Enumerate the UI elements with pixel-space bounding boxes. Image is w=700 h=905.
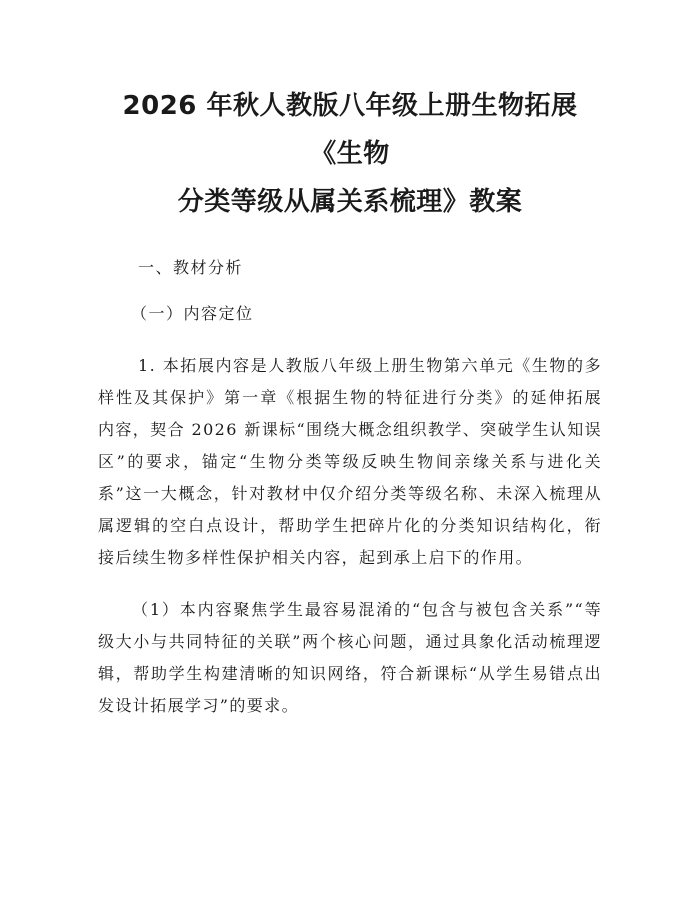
body-paragraph-1: 1. 本拓展内容是人教版八年级上册生物第六单元《生物的多样性及其保护》第一章《根据生物的特征进行分类》的延伸拓展内容，契合 2026 新课标“围绕大概念组织教学、突破学生认知误区”的要求，锚定“生物分类等级反映生物间亲缘关系与进化关系”这一大概念，针对教材中仅介绍分类等级名称、未深入梳理从属逻辑的空白点设计，帮助学生把碎片化的分类知识结构化，衔接后续生物多样性保护相关内容，起到承上启下的作用。 [98, 356, 602, 567]
title-line-1: 2026 年秋人教版八年级上册生物拓展《生物 [122, 91, 578, 169]
title-line-2: 分类等级从属关系梳理》教案 [177, 187, 523, 217]
document-title [98, 82, 602, 226]
section-heading: 一、教材分析 [138, 258, 244, 277]
subsection-heading: （一）内容定位 [131, 304, 254, 323]
body-paragraph-2: （1）本内容聚焦学生最容易混淆的“包含与被包含关系”“等级大小与共同特征的关联”两个核心问题，通过具象化活动梳理逻辑，帮助学生构建清晰的知识网络，符合新课标“从学生易错点出发设计拓展学习”的要求。 [98, 600, 602, 715]
